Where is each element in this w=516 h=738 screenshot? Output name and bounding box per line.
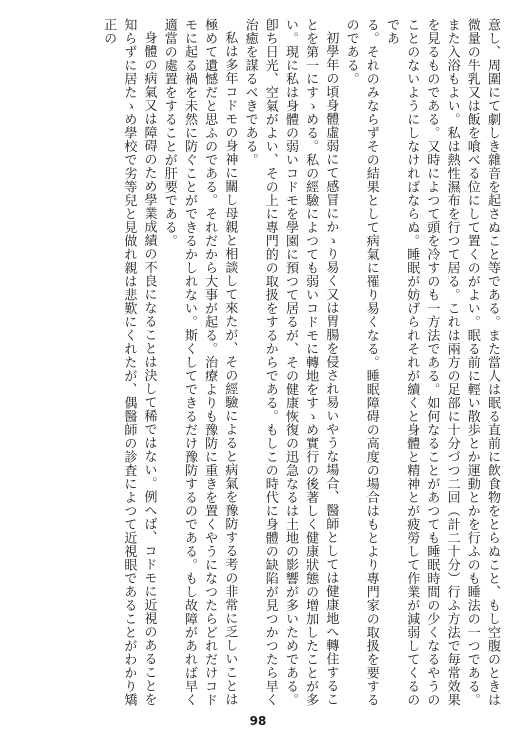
body-text bbox=[14, 18, 502, 708]
paragraph: 初學年の頃身體虛弱にて感冒にかゝり易く又は胃腸を侵され易いやうな場合、醫師としては健康地へ轉住することを第一にすゝめる。私の經驗によつても弱いコドモに轉地をすゝめ實行の後著しく健康狀態の增加したことが多い。現に私は身體の弱いコドモを學園に預つて居るが、その健康恢復の迅急なるは土地の影響が多いためである。卽ち日光、空氣がよい、その上に專門的の取扱をするからである。もしこの時代に身體の缺陷が見つかつたら早く治癒を謀るべきである。 bbox=[242, 18, 339, 707]
paragraph: 意し、周圍にて劇しき雜音を起さぬこと等である。また當人は眠る直前に飲食物をとらぬこと、もし空腹のときは微量の牛乳又は飯を喰べる位にして置くのがよい。眠る前に輕い散歩とか運動とかを行ふのも睡法の一つである。また入浴もよい。私は熱性濕布を行つて居る。これは兩方の足部に十分づつ二回（計二十分）行ふ方法で毎常效果を見るものである。又時によつて頭を冷すのも一方法である。如何なることがあつても睡眠時間の少くなるやうのことのないようにしなければならぬ。睡眠が妨げられそれが續くと身體と精神とが疲勞して作業が減弱してくるのであ bbox=[383, 18, 500, 707]
paragraph: 身體の病氣又は障碍のため學業成績の不良になることは決して稀ではない。例へば、コドモに近視のあることを知らずに居たゝめ學校で劣等兒と見做れ親は悲歎にくれたが、偶醫師の診査によつて近視眼であることがわかり矯正の bbox=[101, 18, 157, 707]
page-number: 98 bbox=[249, 714, 267, 728]
paragraph: 私は多年コドモの身神に關し母親と相談して來たが、その經驗によると病氣を豫防する考の非常に乏しいことは極めて遺憾だと思ふのである。それだから大事が起る。治療よりも豫防に重きを置くやうになつたらどれだけコドモに起る禍を未然に防ぐことができるかしれない。斯くしてできるだけ豫防するのである。もし故障があれば早く適當の處置をすることが肝要である。 bbox=[161, 18, 238, 707]
paragraph: る。それのみならずその結果として病氣に罹り易くなる。睡眠障碍の高度の場合はもとより專門家の取扱を要するのである。 bbox=[343, 18, 379, 707]
